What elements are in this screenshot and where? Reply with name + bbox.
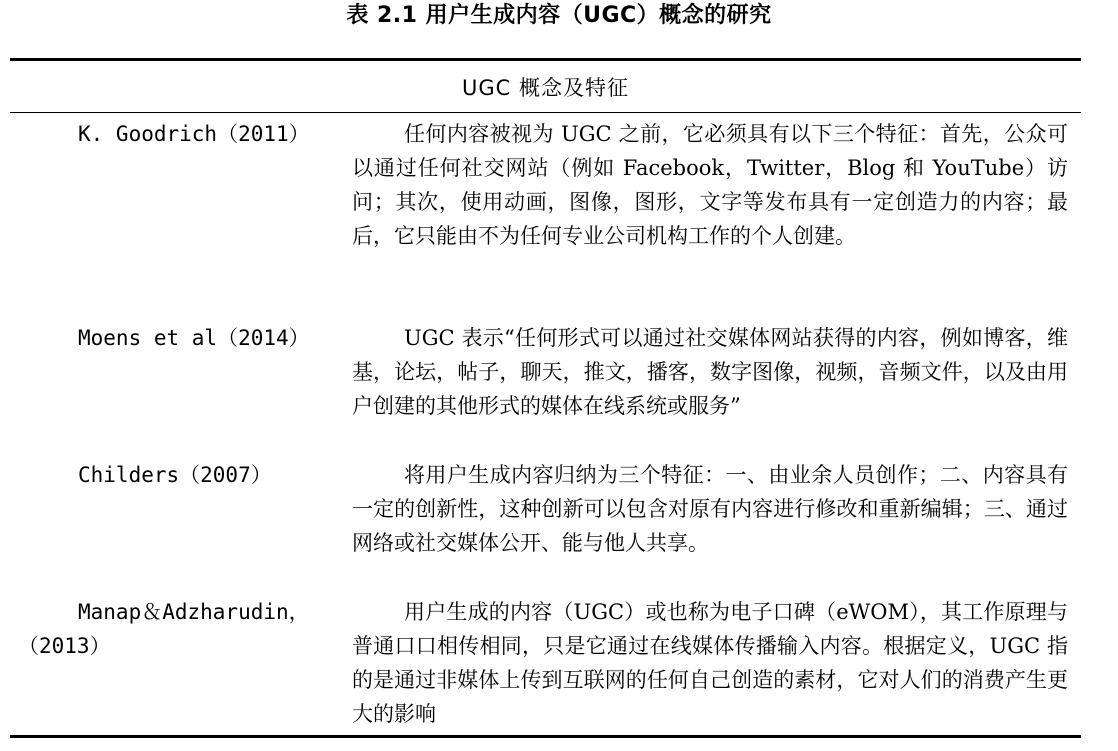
table-top-rule [10,58,1081,61]
description-cell: 将用户生成内容归纳为三个特征：一、由业余人员创作；二、内容具有一定的创新性，这种创新可以包含对原有内容进行修改和重新编辑；三、通过网络或社交媒体公开、能与他人共享。 [352,463,1068,555]
description-cell: 用户生成的内容（UGC）或也称为电子口碑（eWOM），其工作原理与普通口口相传相同，只是它通过在线媒体传播输入内容。根据定义，UGC 指的是通过非媒体上传到互联网的任何自己创造的素材，它对人们的消费产生更大的影响 [352,600,1068,726]
table-caption: 表 2.1 用户生成内容（UGC）概念的研究 [346,3,772,28]
table-header-cell: UGC 概念及特征 [462,76,629,100]
author-cell: Moens et al（2014） [78,326,310,350]
description-cell: 任何内容被视为 UGC 之前，它必须具有以下三个特征：首先，公众可以通过任何社交网站（例如 Facebook，Twitter，Blog 和 YouTube）访问；其次，使用动画，图像，图形，文字等发布具有一定创造力的内容；最后，它只能由不为任何专业公司机构工作的个人创建。 [352,122,1068,248]
description-cell: UGC 表示“任何形式可以通过社交媒体网站获得的内容，例如博客，维基，论坛，帖子，聊天，推文，播客，数字图像，视频，音频文件，以及由用户创建的其他形式的媒体在线系统或服务” [352,326,1068,418]
author-cell: Childers（2007） [78,463,272,487]
table-header-row [10,62,1081,112]
table-header-rule [10,112,1081,113]
table-bottom-rule [10,735,1081,738]
author-cell: Manap＆Adzharudin，（2013） [18,600,310,658]
author-cell: K. Goodrich（2011） [78,122,310,146]
